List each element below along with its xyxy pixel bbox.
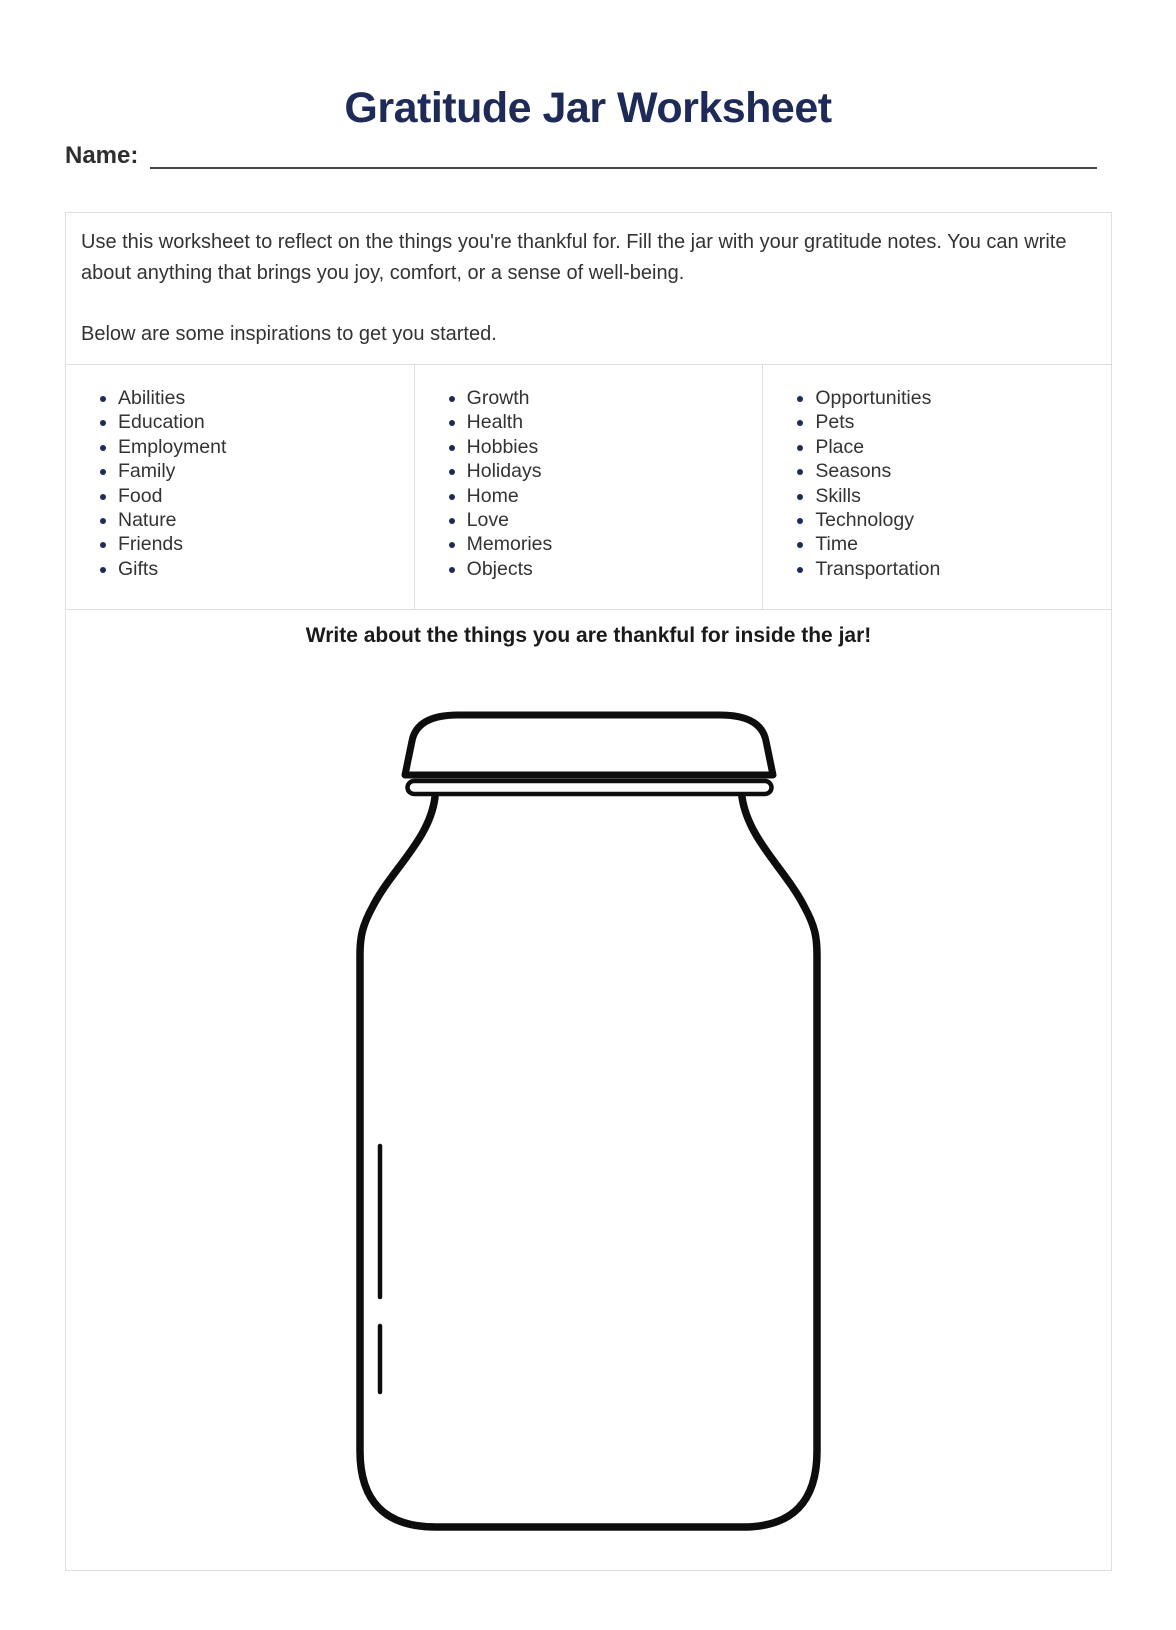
inspiration-item: • Holidays <box>467 459 763 483</box>
inspiration-item: • Abilities <box>118 386 414 410</box>
worksheet-body <box>65 212 1112 1571</box>
gratitude-jar-illustration <box>354 707 824 1537</box>
inspiration-item: • Skills <box>815 484 1111 508</box>
jar-body-icon <box>360 797 817 1527</box>
name-label: Name: <box>65 141 139 169</box>
inspiration-item: • Place <box>815 435 1111 459</box>
inspiration-item: • Nature <box>118 508 414 532</box>
jar-rim-icon <box>407 781 771 794</box>
inspirations-column-2 <box>414 365 763 609</box>
inspirations-prompt: Below are some inspirations to get you started. <box>81 323 497 345</box>
inspiration-item: • Technology <box>815 508 1111 532</box>
inspiration-item: • Seasons <box>815 459 1111 483</box>
inspirations-list-2 <box>415 386 763 581</box>
inspiration-item: • Memories <box>467 532 763 556</box>
inspirations-section <box>66 364 1111 609</box>
inspiration-item: • Gifts <box>118 557 414 581</box>
inspiration-item: • Friends <box>118 532 414 556</box>
inspirations-column-1 <box>66 365 414 609</box>
inspiration-item: • Food <box>118 484 414 508</box>
jar-section <box>66 609 1111 1570</box>
inspirations-list-3 <box>763 386 1111 581</box>
jar-lid-icon <box>405 715 773 775</box>
name-field-row <box>65 133 1097 169</box>
inspiration-item: • Education <box>118 410 414 434</box>
inspiration-item: • Home <box>467 484 763 508</box>
inspiration-item: • Pets <box>815 410 1111 434</box>
intro-section <box>66 213 1111 364</box>
inspiration-item: • Hobbies <box>467 435 763 459</box>
inspiration-item: • Objects <box>467 557 763 581</box>
inspirations-list-1 <box>66 386 414 581</box>
jar-section-heading: Write about the things you are thankful for inside the jar! <box>305 624 872 647</box>
inspirations-column-3 <box>762 365 1111 609</box>
name-input-line[interactable] <box>150 139 1097 169</box>
inspiration-item: • Family <box>118 459 414 483</box>
inspiration-item: • Growth <box>467 386 763 410</box>
inspiration-item: • Love <box>467 508 763 532</box>
inspiration-item: • Employment <box>118 435 414 459</box>
page-title: Gratitude Jar Worksheet <box>344 83 832 132</box>
inspiration-item: • Health <box>467 410 763 434</box>
intro-paragraph: Use this worksheet to reflect on the things you're thankful for. Fill the jar with your gratitude notes. You can write about anything that brings you joy, comfort, or a sense of well-being. <box>81 231 1067 284</box>
inspiration-item: • Transportation <box>815 557 1111 581</box>
inspiration-item: • Opportunities <box>815 386 1111 410</box>
inspiration-item: • Time <box>815 532 1111 556</box>
